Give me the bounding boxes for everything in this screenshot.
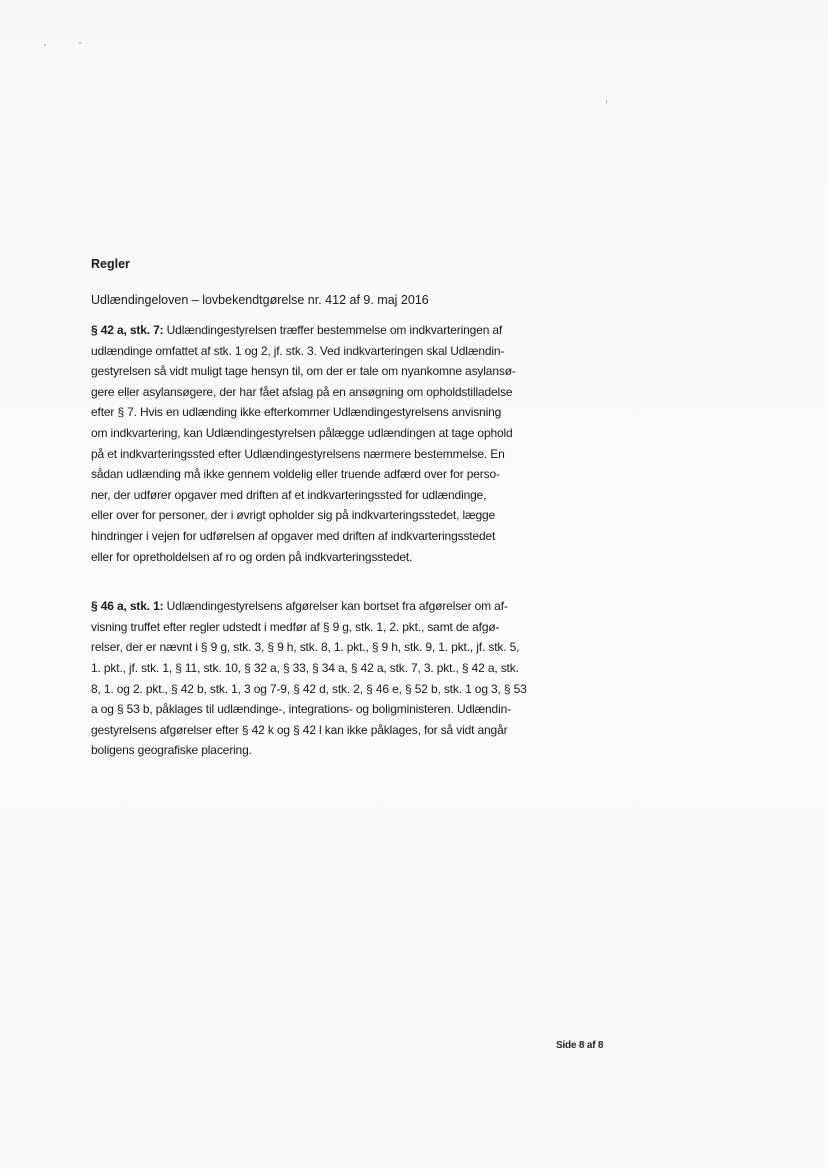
law-reference: Udlændingeloven – lovbekendtgørelse nr. 412 af 9. maj 2016 (91, 293, 429, 307)
text-line: på et indkvarteringssted efter Udlændingestyrelsens nærmere bestemmelse. En (91, 446, 505, 461)
text-line: boligens geografiske placering. (91, 743, 252, 758)
scan-speck (606, 100, 607, 104)
page-number: Side 8 af 8 (556, 1040, 604, 1051)
text-line: Udlændingestyrelsens afgørelser kan bortset fra afgørelser om af- (166, 599, 508, 614)
paragraph-46a (91, 596, 573, 761)
text-line: relser, der er nævnt i § 9 g, stk. 3, § 9 h, stk. 8, 1. pkt., § 9 h, stk. 9, 1. pkt., jf. stk. 5, (91, 640, 520, 655)
paragraph-ref: § 46 a, stk. 1: (91, 599, 164, 614)
text-line: gestyrelsens afgørelser efter § 42 k og § 42 l kan ikke påklages, for så vidt angår (91, 722, 508, 737)
text-line: eller over for personer, der i øvrigt opholder sig på indkvarteringsstedet, lægge (91, 508, 496, 523)
text-line: udlændinge omfattet af stk. 1 og 2, jf. stk. 3. Ved indkvarteringen skal Udlændin- (91, 343, 505, 358)
text-line: Udlændingestyrelsen træffer bestemmelse om indkvarteringen af (166, 323, 503, 337)
text-line: 8, 1. og 2. pkt., § 42 b, stk. 1, 3 og 7-9, § 42 d, stk. 2, § 46 e, § 52 b, stk. 1 og 3, § 53 (91, 681, 527, 696)
scan-speck (79, 42, 81, 44)
text-line: gestyrelsen så vidt muligt tage hensyn til, om der er tale om nyankomne asylansø- (91, 364, 516, 379)
text-line: 1. pkt., jf. stk. 1, § 11, stk. 10, § 32 a, § 33, § 34 a, § 42 a, stk. 7, 3. pkt., § 42 a, stk. (91, 660, 519, 675)
text-line: eller for opretholdelsen af ro og orden på indkvarteringsstedet. (91, 549, 413, 564)
text-line: efter § 7. Hvis en udlænding ikke efterkommer Udlændingestyrelsens anvisning (91, 405, 502, 420)
text-line: a og § 53 b, påklages til udlændinge-, integrations- og boligministeren. Udlændin- (91, 702, 511, 717)
scan-speck (44, 44, 46, 46)
text-line: sådan udlænding må ikke gennem voldelig eller truende adfærd over for perso- (91, 467, 500, 482)
paragraph-42a (91, 320, 573, 567)
text-line: hindringer i vejen for udførelsen af opgaver med driften af indkvarteringsstedet (91, 528, 496, 543)
document-body (91, 255, 573, 761)
paragraph-ref: § 42 a, stk. 7: (91, 323, 164, 337)
text-line: om indkvartering, kan Udlændingestyrelsen pålægge udlændingen at tage ophold (91, 425, 513, 440)
text-line: ner, der udfører opgaver med driften af et indkvarteringssted for udlændinge, (91, 487, 487, 502)
text-line: gere eller asylansøgere, der har fået afslag på en ansøgning om opholdstilladelse (91, 384, 513, 399)
text-line: visning truffet efter regler udstedt i medfør af § 9 g, stk. 1, 2. pkt., samt de afgø- (91, 619, 500, 634)
section-heading: Regler (91, 257, 130, 271)
